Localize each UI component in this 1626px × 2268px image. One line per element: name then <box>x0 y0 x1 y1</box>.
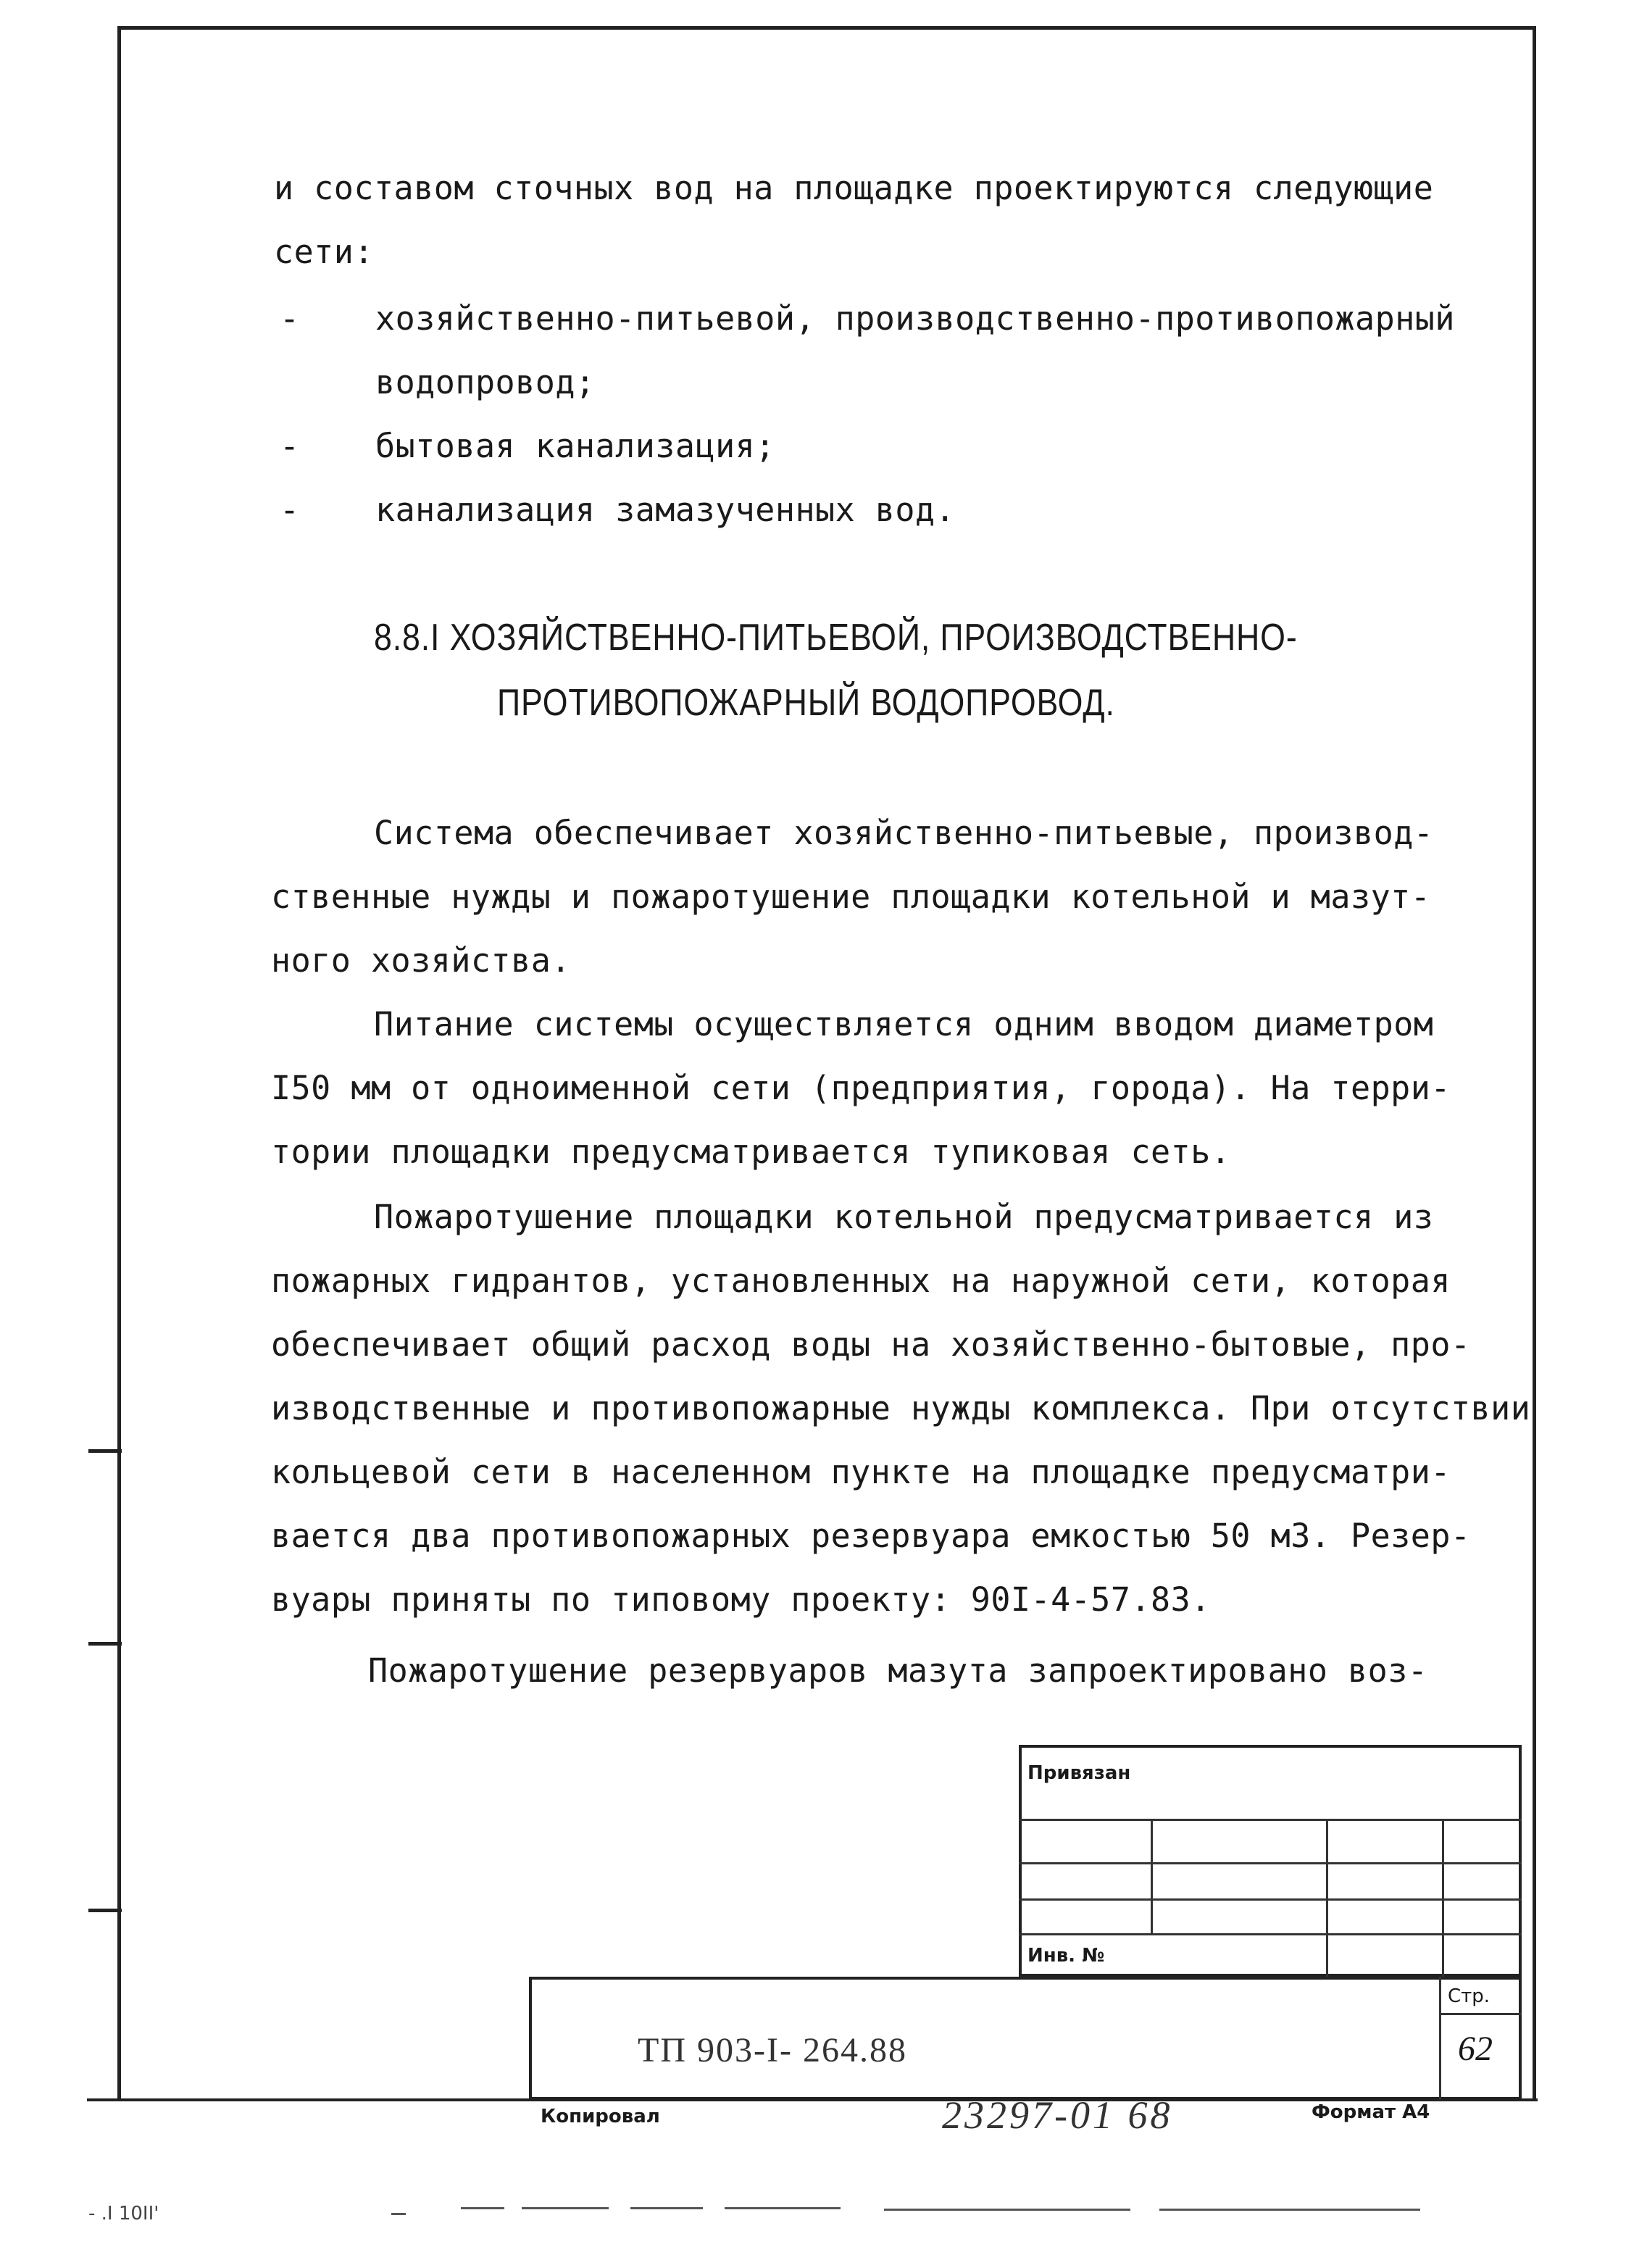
body-line: вуары приняты по типовому проекту: 90I-4-57.83. <box>271 1580 1211 1619</box>
bound-label: Привязан <box>1027 1762 1131 1784</box>
margin-tick <box>88 1642 122 1646</box>
scan-noise <box>884 2209 1130 2211</box>
format-label: Формат А4 <box>1312 2101 1430 2123</box>
body-line: вается два противопожарных резервуара емкостью 50 м3. Резер- <box>271 1517 1471 1555</box>
section-heading: ПРОТИВОПОЖАРНЫЙ ВОДОПРОВОД. <box>497 682 1115 724</box>
stamp-rule <box>1019 1898 1522 1901</box>
scan-noise <box>630 2207 703 2209</box>
body-line: обеспечивает общий расход воды на хозяйственно-бытовые, про- <box>271 1325 1471 1364</box>
body-line: тории площадки предусматривается тупиковая сеть. <box>271 1133 1231 1171</box>
scan-noise <box>522 2207 609 2209</box>
stamp-rule <box>1019 1933 1522 1935</box>
stamp-rule <box>1439 2013 1522 2015</box>
scan-noise <box>391 2213 406 2215</box>
intro-line: и составом сточных вод на площадке проектируются следующие <box>274 169 1434 207</box>
document-code: ТП 903-I- 264.88 <box>638 2031 907 2069</box>
list-bullet: - <box>280 427 300 465</box>
stamp-divider <box>1151 1819 1153 1933</box>
stamp-divider <box>1326 1819 1328 1977</box>
body-line: I50 мм от одноименной сети (предприятия, города). На терри- <box>271 1069 1451 1107</box>
inventory-label: Инв. № <box>1027 1945 1105 1967</box>
list-bullet: - <box>280 491 300 529</box>
stamp-divider <box>1439 1977 1441 2100</box>
margin-tick <box>88 1909 122 1912</box>
body-line: Система обеспечивает хозяйственно-питьевые, производ- <box>374 814 1434 852</box>
scan-noise <box>461 2207 504 2209</box>
page-label: Стр. <box>1448 1985 1490 2007</box>
body-line: изводственные и противопожарные нужды комплекса. При отсутствии <box>271 1389 1531 1427</box>
stamp-divider <box>1442 1819 1444 1977</box>
handwritten-number: 23297-01 68 <box>942 2093 1173 2137</box>
list-item-text: хозяйственно-питьевой, производственно-противопожарный <box>375 299 1455 338</box>
scan-mark: - .I 10II' <box>88 2203 159 2225</box>
stamp-rule <box>1019 1819 1522 1821</box>
body-line: ного хозяйства. <box>271 941 571 980</box>
list-item-text: канализация замазученных вод. <box>375 491 956 529</box>
section-heading: 8.8.I ХОЗЯЙСТВЕННО-ПИТЬЕВОЙ, ПРОИЗВОДСТВЕННО- <box>374 617 1298 659</box>
page-number: 62 <box>1458 2030 1493 2068</box>
body-line: Пожаротушение площадки котельной предусматривается из <box>374 1198 1434 1236</box>
body-line: ственные нужды и пожаротушение площадки котельной и мазут- <box>271 877 1431 916</box>
body-line: Питание системы осуществляется одним вводом диаметром <box>374 1005 1434 1043</box>
list-item-text: бытовая канализация; <box>375 427 775 465</box>
scan-noise <box>725 2207 841 2209</box>
body-line: Пожаротушение резервуаров мазута запроектировано воз- <box>368 1651 1428 1690</box>
list-bullet: - <box>280 299 300 338</box>
body-line: пожарных гидрантов, установленных на наружной сети, которая <box>271 1262 1451 1300</box>
intro-line: сети: <box>274 233 374 271</box>
list-item-text: водопровод; <box>375 363 596 401</box>
copied-label: Копировал <box>541 2106 660 2127</box>
body-line: кольцевой сети в населенном пункте на площадке предусматри- <box>271 1453 1451 1491</box>
scan-noise <box>1159 2209 1420 2211</box>
margin-tick <box>88 1449 122 1453</box>
stamp-rule <box>1019 1862 1522 1864</box>
